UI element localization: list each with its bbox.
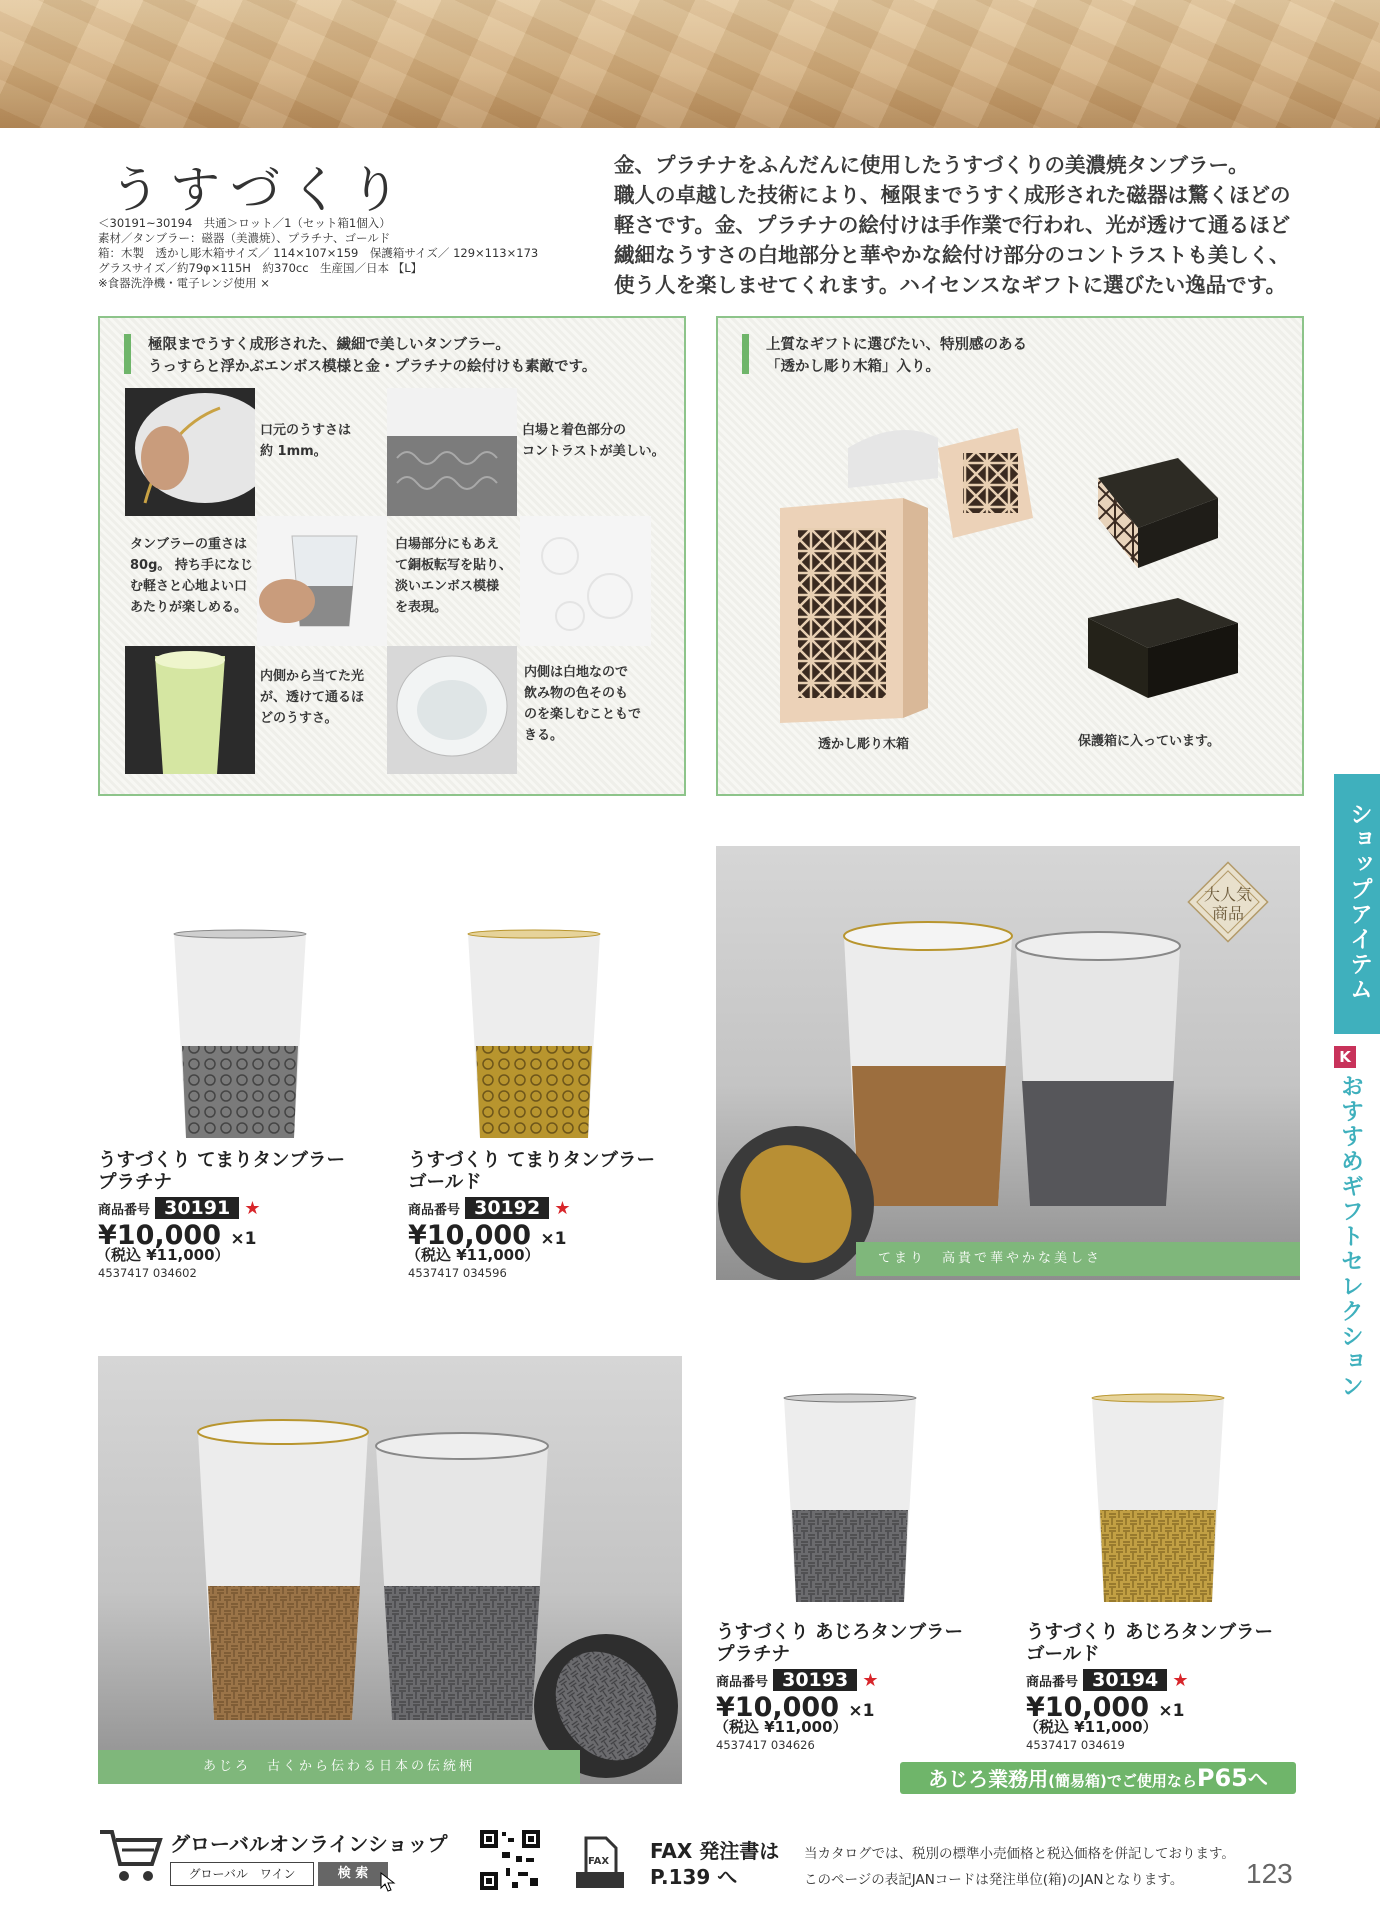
- temari-caption-band: てまり 高貴で華やかな美しさ: [856, 1242, 1300, 1276]
- header-wood-banner: [0, 0, 1380, 128]
- star-icon: ★: [1172, 1670, 1189, 1691]
- photo-contrast: [387, 388, 517, 516]
- photo-rim-thickness: [125, 388, 255, 516]
- product-code-badge: 30193: [773, 1669, 857, 1691]
- panel-heading: 上質なギフトに選びたい、特別感のある: [766, 337, 1027, 353]
- spec-line: 箱：木製 透かし彫木箱サイズ／ 114×107×159 保護箱サイズ／ 129×113×173: [98, 246, 539, 260]
- product-tax-price: （税込 ¥11,000）: [406, 1246, 540, 1264]
- product-jan: 4537417 034626: [716, 1738, 815, 1752]
- product-code-badge: 30194: [1083, 1669, 1167, 1691]
- product-code-badge: 30192: [465, 1197, 549, 1219]
- qr-code[interactable]: [478, 1828, 542, 1892]
- product-jan: 4537417 034602: [98, 1266, 197, 1280]
- side-tab-gift-selection[interactable]: おすすめギフトセレクション: [1337, 1074, 1363, 1399]
- product-image-30193: [780, 1392, 920, 1607]
- caption-lattice-box: 透かし彫り木箱: [818, 737, 910, 752]
- panel-accent-bar: [124, 334, 131, 374]
- star-icon: ★: [554, 1198, 571, 1219]
- page-number: 123: [1246, 1858, 1293, 1889]
- fax-order-link[interactable]: FAX 発注書は P.139 へ: [650, 1839, 780, 1889]
- panel-heading: 「透かし彫り木箱」入り。: [766, 359, 940, 375]
- product-image-30194: [1088, 1392, 1228, 1607]
- caption-protective-box: 保護箱に入っています。: [1078, 734, 1220, 749]
- panel-accent-bar: [742, 334, 749, 374]
- product-image-30192: [464, 928, 604, 1143]
- product-image-30191: [170, 928, 310, 1143]
- star-icon: ★: [244, 1198, 261, 1219]
- badge-line: 商品: [1211, 904, 1244, 923]
- cursor-icon: [380, 1872, 396, 1892]
- spec-line: 素材／タンブラー：磁器（美濃焼）、プラチナ、ゴールド: [98, 231, 391, 245]
- caption-rim: 口元のうすさは 約 1mm。: [260, 423, 352, 459]
- panel-heading: うっすらと浮かぶエンボス模様と金・プラチナの絵付けも素敵です。: [148, 359, 597, 375]
- product-tax-price: （税込 ¥11,000）: [1024, 1718, 1158, 1736]
- intro-line: 職人の卓越した技術により、極限までうすく成形された磁器は驚くほどの: [614, 183, 1291, 207]
- intro-line: 軽さです。金、プラチナの絵付けは手作業で行われ、光が透けて通るほど: [614, 213, 1291, 237]
- product-price: ¥10,000 ×1: [1026, 1692, 1185, 1723]
- search-button[interactable]: 検 索: [318, 1862, 388, 1886]
- shopping-cart-icon: [96, 1826, 164, 1884]
- intro-line: 繊細なうすさの白地部分と華やかな絵付け部分のコントラストも美しく、: [614, 243, 1290, 267]
- star-icon: ★: [862, 1670, 879, 1691]
- product-code-label: 商品番号: [408, 1203, 461, 1218]
- product-name: うすづくり てまりタンブラー プラチナ: [98, 1150, 345, 1193]
- photo-lattice-wood-box: [778, 408, 1068, 738]
- ajiro-business-link[interactable]: あじろ業務用(簡易箱)でご使用ならP65へ: [900, 1762, 1296, 1794]
- product-tax-price: （税込 ¥11,000）: [714, 1718, 848, 1736]
- side-tab-shop-items[interactable]: ショップアイテム: [1334, 774, 1380, 1034]
- footer-note: このページの表記JANコードは発注単位(箱)のJANとなります。: [804, 1872, 1184, 1888]
- spec-line: ※食器洗浄機・電子レンジ使用 ×: [98, 276, 270, 290]
- fax-icon: FAX: [574, 1832, 626, 1890]
- caption-inside: 内側は白地なので 飲み物の色そのも のを楽しむこともで きる。: [524, 665, 642, 743]
- product-code-row: [716, 1668, 878, 1692]
- product-name: うすづくり あじろタンブラー ゴールド: [1026, 1622, 1273, 1665]
- online-shop-title: グローバルオンラインショップ: [170, 1832, 448, 1856]
- product-code-badge: 30191: [155, 1197, 239, 1219]
- product-jan: 4537417 034596: [408, 1266, 507, 1280]
- search-input[interactable]: グローバル ワイン: [170, 1862, 314, 1886]
- photo-hand-holding: [257, 516, 387, 646]
- intro-line: 金、プラチナをふんだんに使用したうすづくりの美濃焼タンブラー。: [614, 153, 1249, 177]
- photo-emboss: [520, 516, 651, 646]
- caption-weight: タンブラーの重さは 80g。 持ち手になじ む軽さと心地よい口 あたりが楽しめる。: [130, 537, 253, 615]
- photo-temari-pair: [716, 846, 1300, 1280]
- panel-heading: 極限までうすく成形された、繊細で美しいタンブラー。: [148, 337, 510, 353]
- intro-line: 使う人を楽しませてくれます。ハイセンスなギフトに選びたい逸品です。: [614, 273, 1286, 297]
- product-code-row: [1026, 1668, 1188, 1692]
- side-tab-k-icon: K: [1334, 1046, 1356, 1068]
- caption-light: 内側から当てた光 が、透けて通るほ どのうすさ。: [260, 669, 365, 726]
- feature-panel-thinness: [98, 316, 686, 796]
- popular-badge: [1184, 858, 1272, 946]
- product-name: うすづくり あじろタンブラー プラチナ: [716, 1622, 963, 1665]
- product-name: うすづくり てまりタンブラー ゴールド: [408, 1150, 655, 1193]
- product-tax-price: （税込 ¥11,000）: [96, 1246, 230, 1264]
- product-jan: 4537417 034619: [1026, 1738, 1125, 1752]
- product-code-label: 商品番号: [98, 1203, 151, 1218]
- footer-note: 当カタログでは、税別の標準小売価格と税込価格を併記しております。: [804, 1846, 1235, 1862]
- product-price: ¥10,000 ×1: [408, 1220, 567, 1251]
- product-code-label: 商品番号: [1026, 1675, 1079, 1690]
- product-code-label: 商品番号: [716, 1675, 769, 1690]
- feature-panel-woodbox: [716, 316, 1304, 796]
- caption-contrast: 白場と着色部分の コントラストが美しい。: [522, 423, 665, 459]
- spec-line: ＜30191~30194 共通＞ロット／1（セット箱1個入）: [98, 216, 391, 230]
- photo-protective-box: [1088, 458, 1248, 708]
- product-price: ¥10,000 ×1: [98, 1220, 257, 1251]
- ajiro-caption-band: あじろ 古くから伝わる日本の伝統柄: [98, 1750, 580, 1784]
- product-code-row: [98, 1196, 260, 1220]
- badge-line: 大人気: [1203, 885, 1252, 904]
- photo-ajiro-pair: [98, 1356, 682, 1784]
- caption-emboss: 白場部分にもあえ て銅板転写を貼り、 淡いエンボス模様 を表現。: [395, 537, 513, 615]
- photo-inside-white: [387, 646, 517, 774]
- photo-light-through: [125, 646, 255, 774]
- product-code-row: [408, 1196, 570, 1220]
- product-price: ¥10,000 ×1: [716, 1692, 875, 1723]
- spec-line: グラスサイズ／約79φ×115H 約370cc 生産国／日本 【L】: [98, 261, 423, 275]
- page-title: うすづくり: [110, 161, 410, 219]
